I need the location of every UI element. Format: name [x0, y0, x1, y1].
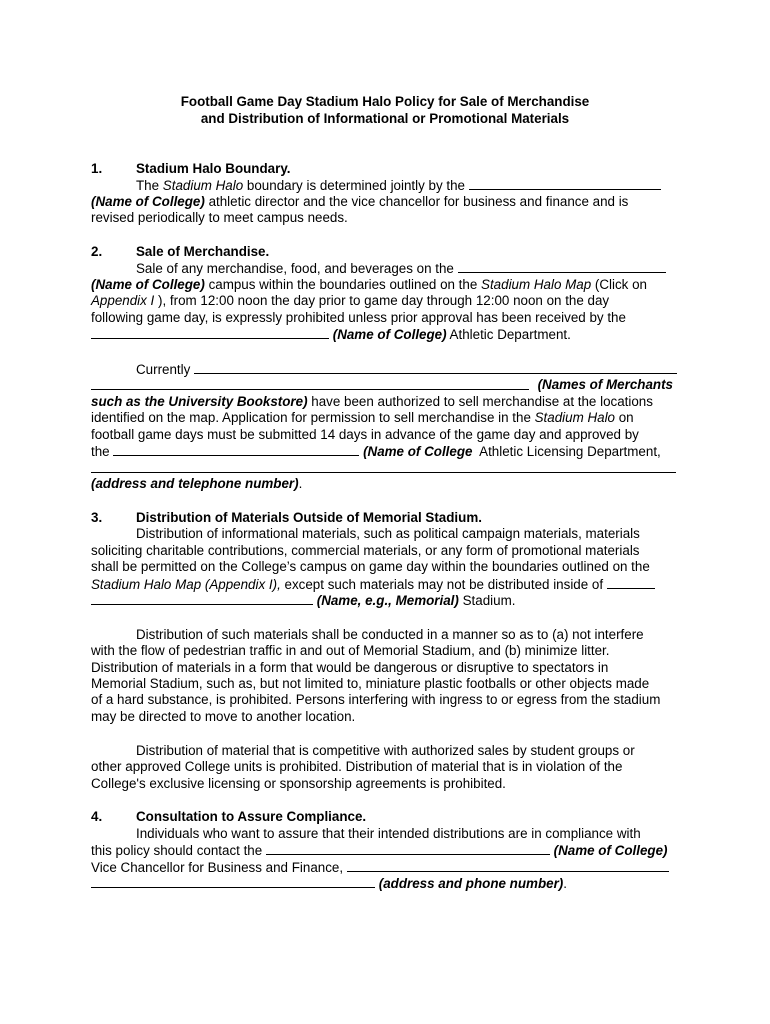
section-2-para-2-line-2	[91, 377, 529, 395]
text: Stadium.	[458, 593, 516, 608]
section-2-line-3	[91, 293, 609, 310]
placeholder-college-name: (Name of College)	[553, 843, 668, 858]
placeholder-college-name: (Name of College	[363, 444, 473, 459]
placeholder-college-name: (Name of College)	[332, 327, 447, 342]
fill-in-blank[interactable]	[347, 859, 669, 872]
fill-in-blank[interactable]	[266, 842, 550, 855]
section-4-heading: Consultation to Assure Compliance.	[136, 809, 367, 824]
section-2-line-4: following game day, is expressly prohibited unless prior approval has been received by the	[91, 310, 626, 325]
text: on	[615, 410, 634, 425]
placeholder-merchant-names: (Names of Merchants	[537, 377, 673, 392]
section-4-line-1: Individuals who want to assure that their intended distributions are in compliance with	[136, 826, 641, 841]
text: Sale of any merchandise, food, and beverages on the	[136, 261, 458, 276]
text: boundary is determined jointly by the	[243, 178, 469, 193]
text: (Click on	[591, 277, 647, 292]
section-3-para-2-line-6: may be directed to move to another location.	[91, 709, 356, 724]
section-3-para-2-line-4: Memorial Stadium, such as, but not limited to, miniature plastic footballs or other objects made	[91, 676, 650, 691]
section-3-para-3-line-3: College's exclusive licensing or sponsorship agreements is prohibited.	[91, 776, 506, 791]
section-4-number: 4.	[91, 809, 103, 824]
fill-in-blank[interactable]	[607, 576, 655, 589]
text: Athletic Department.	[446, 327, 571, 342]
section-4-line-2	[91, 842, 668, 860]
fill-in-blank[interactable]	[91, 377, 529, 390]
fill-in-blank-full-line[interactable]	[91, 472, 676, 473]
section-3-para-3-line-1: Distribution of material that is competitive with authorized sales by student groups or	[136, 743, 635, 758]
section-3-para-2-line-2: with the flow of pedestrian traffic in and out of Memorial Stadium, and (b) minimize litter.	[91, 643, 610, 658]
section-3-line-2: soliciting charitable contributions, commercial materials, or any form of promotional materials	[91, 543, 640, 558]
section-3-line-4	[91, 576, 655, 594]
section-2-number: 2.	[91, 244, 103, 259]
fill-in-blank[interactable]	[469, 177, 661, 190]
placeholder-merchant-example: such as the University Bookstore)	[91, 394, 308, 409]
section-3-para-2-line-1: Distribution of such materials shall be conducted in a manner so as to (a) not interfere	[136, 627, 644, 642]
section-3-line-5	[91, 592, 515, 610]
text: Athletic Licensing Department,	[472, 444, 661, 459]
text: this policy should contact the	[91, 843, 266, 858]
document-title-line-2: and Distribution of Informational or Promotional Materials	[200, 111, 570, 126]
section-3-para-3-line-2: other approved College units is prohibited. Distribution of material that is in violation of the	[91, 759, 623, 774]
section-2-line-1	[136, 260, 666, 278]
section-1-line-1	[136, 177, 661, 195]
placeholder-college-name: (Name of College)	[91, 194, 205, 209]
text: have been authorized to sell merchandise at the locations	[307, 394, 653, 409]
section-1-line-2	[91, 194, 628, 211]
section-2-para-2-line-6	[91, 443, 661, 461]
placeholder-address-phone: (address and phone number)	[378, 876, 564, 891]
text: Vice Chancellor for Business and Finance,	[91, 860, 347, 875]
text-italic: Stadium Halo Map (Appendix I),	[91, 577, 281, 592]
text-italic: Stadium Halo Map	[481, 277, 592, 292]
section-1-line-3: revised periodically to meet campus needs.	[91, 210, 348, 225]
section-1-heading: Stadium Halo Boundary.	[136, 161, 291, 176]
placeholder-address-telephone: (address and telephone number)	[91, 476, 299, 491]
placeholder-college-name: (Name of College)	[91, 277, 205, 292]
section-3-line-1: Distribution of informational materials, such as political campaign materials, materials	[136, 526, 640, 541]
section-4-line-3	[91, 859, 669, 877]
section-2-para-2-line-5: football game days must be submitted 14 days in advance of the game day and approved by	[91, 427, 639, 442]
text: .	[563, 876, 567, 891]
section-4-line-4	[91, 875, 567, 893]
fill-in-blank[interactable]	[91, 592, 313, 605]
section-2-para-2-line-3	[91, 394, 653, 411]
section-3-heading: Distribution of Materials Outside of Memorial Stadium.	[136, 510, 482, 525]
section-3-line-3: shall be permitted on the College’s campus on game day within the boundaries outlined on the	[91, 559, 650, 574]
fill-in-blank[interactable]	[113, 443, 359, 456]
placeholder-stadium-name: (Name, e.g., Memorial)	[316, 593, 459, 608]
appendix-link[interactable]: Appendix I	[91, 293, 155, 308]
fill-in-blank[interactable]	[458, 260, 666, 273]
text: identified on the map. Application for permission to sell merchandise in the	[91, 410, 535, 425]
section-2-para-2-line-1	[136, 361, 677, 379]
text: .	[298, 476, 303, 491]
section-3-number: 3.	[91, 510, 103, 525]
section-2-line-5	[91, 326, 571, 344]
text: campus within the boundaries outlined on the	[204, 277, 482, 292]
fill-in-blank[interactable]	[194, 361, 677, 374]
fill-in-blank[interactable]	[91, 875, 375, 888]
text: except such materials may not be distributed inside of	[280, 577, 607, 592]
fill-in-blank[interactable]	[91, 326, 329, 339]
section-2-para-2-line-4	[91, 410, 634, 427]
text-italic: Stadium Halo	[162, 178, 244, 193]
section-2-line-2	[91, 277, 647, 294]
section-1-number: 1.	[91, 161, 103, 176]
text-italic: Stadium Halo	[534, 410, 616, 425]
text: the	[91, 444, 114, 459]
section-3-para-2-line-3: Distribution of materials in a form that would be dangerous or disruptive to spectators in	[91, 660, 609, 675]
text: ), from 12:00 noon the day prior to game day through 12:00 noon on the day	[154, 293, 610, 308]
text: Currently	[136, 362, 195, 377]
section-3-para-2-line-5: of a hard substance, is prohibited. Persons interfering with ingress to or egress from the stadium	[91, 692, 661, 707]
text: athletic director and the vice chancellor for business and finance and is	[204, 194, 629, 209]
text: The	[136, 178, 163, 193]
document-title-line-1: Football Game Day Stadium Halo Policy for Sale of Merchandise	[180, 94, 590, 109]
section-2-para-2-line-8	[91, 476, 302, 493]
section-2-heading: Sale of Merchandise.	[136, 244, 270, 259]
